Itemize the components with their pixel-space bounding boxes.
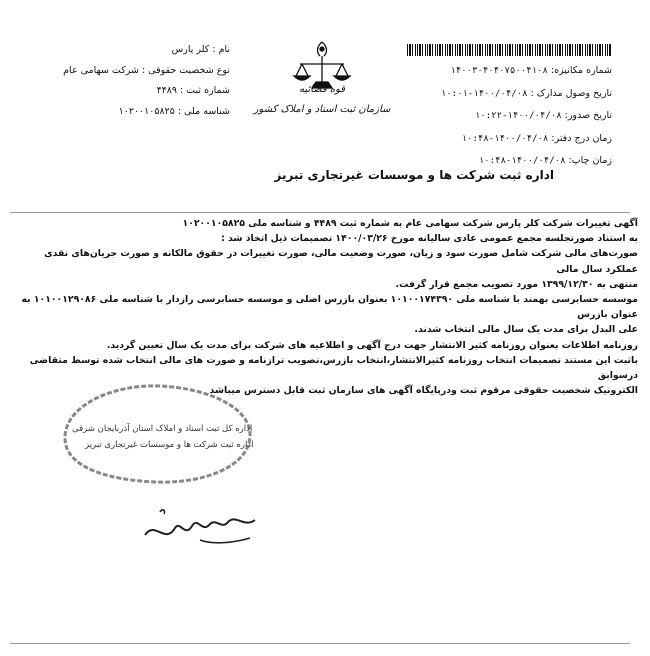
announcement-body bbox=[10, 216, 638, 398]
announcement-line: الکترونیک شخصیت حقوقی مرقوم ثبت ودرپایگاه آگهی های سازمان ثبت قابل دسترس میباشد bbox=[209, 385, 638, 397]
row-value: ۱۴۰۰/۰۴/۰۸-۱۰:۲۲ bbox=[474, 111, 562, 121]
row-value: ۱۴۰۰۳۰۴۰۴۰۷۵۰۰۴۱۰۸ bbox=[450, 66, 548, 76]
announcement-line: آگهی تغییرات شرکت کلر پارس شرکت سهامی عام به شماره ثبت ۴۴۸۹ و شناسه ملی ۱۰۲۰۰۱۰۵۸۲۵ bbox=[182, 218, 638, 229]
row-label: شماره مکانیزه: bbox=[550, 65, 612, 76]
stamp-text-line: اداره کل ثبت اسناد و املاک استان آذربایجان شرقی bbox=[72, 424, 253, 434]
row-label: تاریخ صدور: bbox=[564, 110, 612, 121]
announcement-line: روزنامه اطلاعات بعنوان روزنامه کثیر الانتشار جهت درج آگهی و اطلاعیه های شرکت برای مدت یک سال تعیین گردید. bbox=[106, 339, 638, 351]
registration-info bbox=[397, 44, 612, 173]
stamp-text-line: اداره ثبت شرکت ها و موسسات غیرتجاری تبریز bbox=[85, 440, 254, 450]
signature-icon bbox=[140, 500, 260, 550]
announcement-line: صورت‌های مالی شرکت شامل صورت سود و زیان، صورت وضعیت مالی، صورت تغییرات در حقوق مالکانه و صورت جریان‌های نقدی عملکرد سال مالی bbox=[44, 248, 638, 275]
emblem-caption-judiciary: قوه قضائیه bbox=[298, 84, 346, 95]
registration-number: شماره ثبت : ۴۴۸۹ bbox=[156, 85, 230, 96]
announcement-line: به استناد صورتجلسه مجمع عمومی عادی سالیانه مورخ ۱۴۰۰/۰۳/۲۶ تصمیمات ذیل اتخاذ شد : bbox=[221, 233, 638, 245]
office-title: اداره ثبت شرکت ها و موسسات غیرتجاری تبریز bbox=[274, 168, 554, 182]
barcode bbox=[407, 44, 612, 56]
company-name: نام : کلر پارس bbox=[171, 44, 230, 55]
row-label: زمان چاپ: bbox=[568, 155, 612, 166]
header-divider bbox=[10, 212, 630, 213]
row-label: زمان درج دفتر: bbox=[551, 132, 612, 144]
ledger-entry-row bbox=[397, 128, 612, 151]
emblem-caption-registry: سازمان ثبت اسناد و املاک کشور bbox=[253, 104, 391, 115]
issue-date-row bbox=[397, 105, 612, 128]
receipt-date-row bbox=[397, 83, 612, 106]
row-label: تاریخ وصول مدارک : bbox=[530, 87, 612, 99]
company-info bbox=[60, 40, 230, 122]
row-value: ۱۴۰۰/۰۴/۰۸-۱۰:۰۱ bbox=[440, 88, 528, 99]
row-value: ۱۴۰۰/۰۴/۰۸-۱۰:۴۸ bbox=[478, 156, 566, 166]
announcement-line: موسسه حسابرسی بهمند با شناسه ملی ۱۰۱۰۰۱۷۴۳۹۰ بعنوان بازرس اصلی و موسسه حسابرسی رازدار با شناسه ملی ۱۰۱۰۰۱۲۹۰۸۶ به عنوان بازرس bbox=[21, 294, 638, 321]
row-value: ۱۴۰۰/۰۴/۰۸-۱۰:۴۸ bbox=[461, 133, 549, 144]
announcement-line: علی البدل برای مدت یک سال مالی انتخاب شدند. bbox=[414, 324, 638, 336]
mechanized-number-row bbox=[397, 60, 612, 83]
announcement-line: باثبت این مستند تصمیمات انتخاب روزنامه کثیرالانتشار،انتخاب بازرس،تصویب ترازنامه و صورت های مالی انتخاب شده توسط متقاضی درسوابق bbox=[29, 354, 638, 382]
entity-type: نوع شخصیت حقوقی : شرکت سهامی عام bbox=[63, 64, 230, 76]
announcement-line: منتهی به ۱۳۹۹/۱۲/۳۰ مورد تصویب مجمع قرار گرفت. bbox=[395, 278, 638, 290]
footer-divider bbox=[10, 643, 630, 644]
national-id: شناسه ملی : ۱۰۲۰۰۱۰۵۸۲۵ bbox=[118, 105, 230, 117]
official-stamp-icon bbox=[55, 374, 260, 494]
